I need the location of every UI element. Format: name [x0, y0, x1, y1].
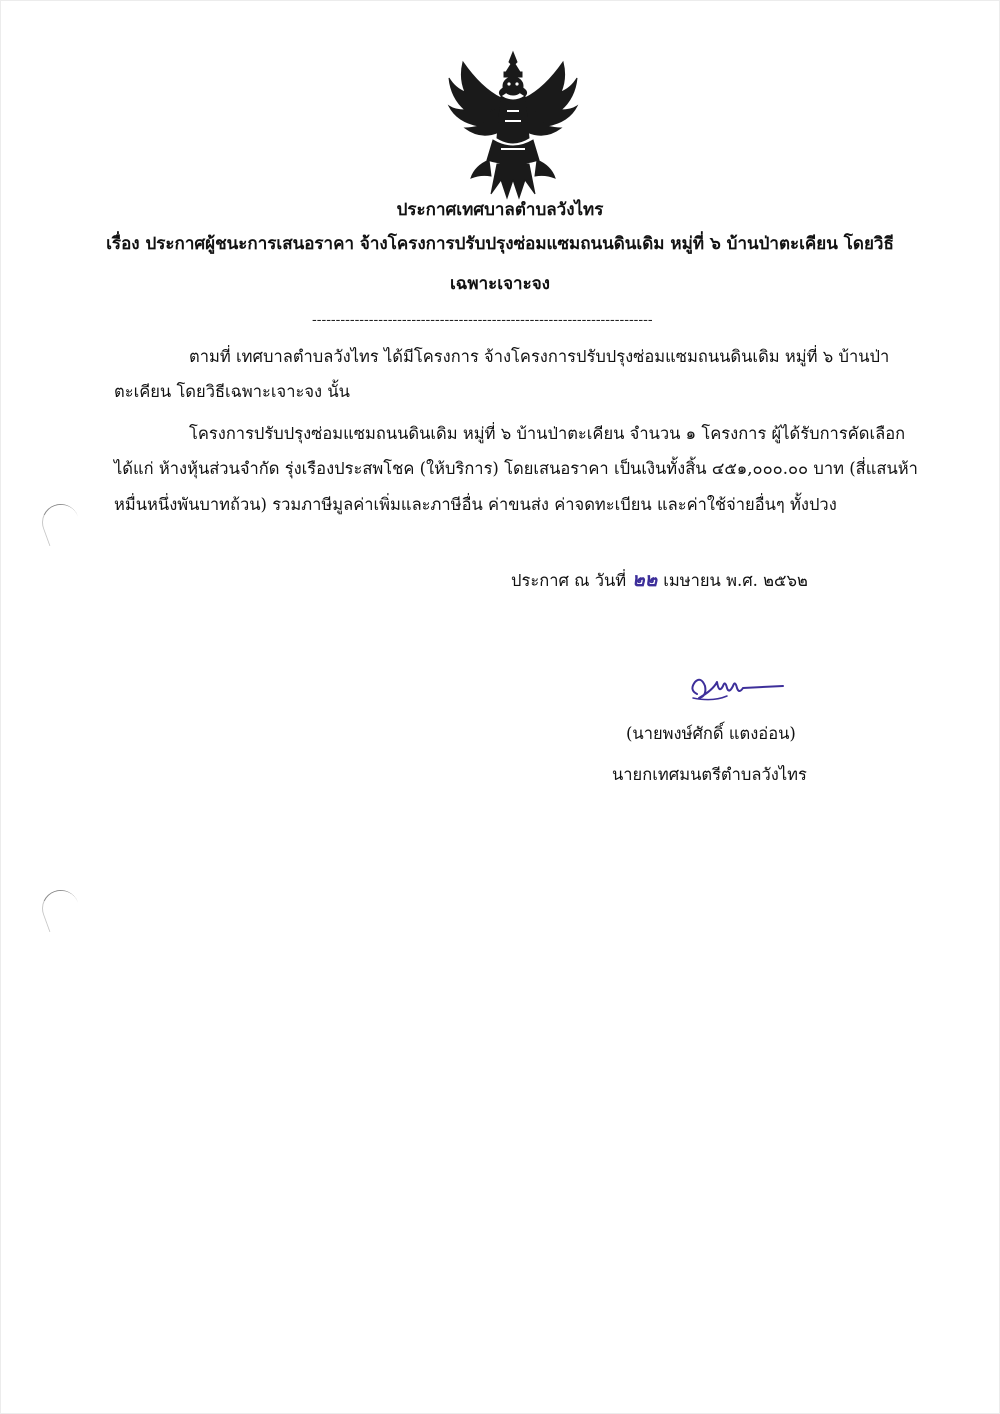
announcement-date	[511, 568, 808, 593]
handwritten-day: ๒๒	[632, 569, 658, 591]
body-paragraph-2-line-3: หมื่นหนึ่งพันบาทถ้วน) รวมภาษีมูลค่าเพิ่มและภาษีอื่น ค่าขนส่ง ค่าจดทะเบียน และค่าใช้จ่ายอื่นๆ ทั้งปวง	[114, 495, 837, 514]
handwritten-signature-icon	[683, 668, 787, 704]
punch-hole-mark	[37, 499, 84, 546]
garuda-emblem-icon	[441, 48, 585, 200]
signer-name: (นายพงษ์ศักดิ์ แตงอ่อน)	[626, 724, 796, 743]
subject-line: เรื่อง ประกาศผู้ชนะการเสนอราคา จ้างโครงการปรับปรุงซ่อมแซมถนนดินเดิม หมู่ที่ ๖ บ้านป่าตะเคียน โดยวิธี	[106, 234, 894, 254]
date-suffix: เมษายน พ.ศ. ๒๕๖๒	[663, 571, 808, 590]
dashed-divider: ------------------------------------------------------------------------	[312, 312, 653, 328]
body-paragraph-2-line-1: โครงการปรับปรุงซ่อมแซมถนนดินเดิม หมู่ที่ ๖ บ้านป่าตะเคียน จำนวน ๑ โครงการ ผู้ได้รับการคัดเลือก	[189, 424, 906, 443]
body-paragraph-1-line-2: ตะเคียน โดยวิธีเฉพาะเจาะจง นั้น	[114, 382, 350, 401]
body-paragraph-1-line-1: ตามที่ เทศบาลตำบลวังไทร ได้มีโครงการ จ้างโครงการปรับปรุงซ่อมแซมถนนดินเดิม หมู่ที่ ๖ บ้านป่า	[189, 347, 890, 366]
subject-line-continued: เฉพาะเจาะจง	[450, 274, 550, 294]
punch-hole-mark	[37, 885, 84, 932]
agency-title: ประกาศเทศบาลตำบลวังไทร	[396, 200, 604, 220]
signer-position: นายกเทศมนตรีตำบลวังไทร	[612, 765, 807, 784]
body-paragraph-2-line-2: ได้แก่ ห้างหุ้นส่วนจำกัด รุ่งเรืองประสพโชค (ให้บริการ) โดยเสนอราคา เป็นเงินทั้งสิ้น ๔๕๑,๐๐๐.๐๐ บาท (สี่แสนห้า	[114, 459, 918, 478]
date-prefix: ประกาศ ณ วันที่	[511, 571, 627, 590]
